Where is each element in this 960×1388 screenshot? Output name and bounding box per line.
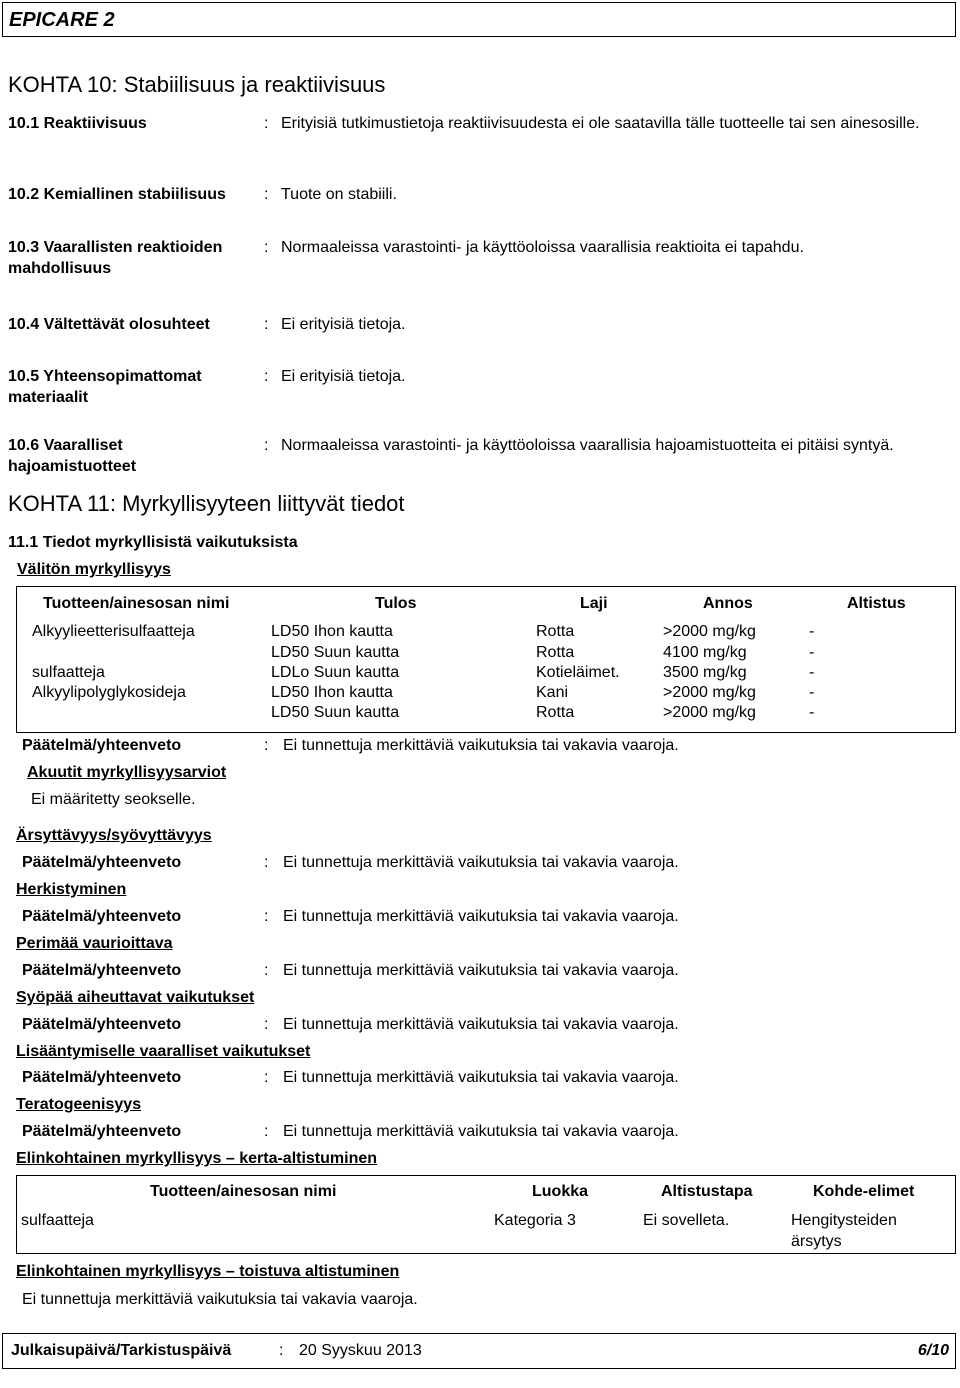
stot-single-heading: Elinkohtainen myrkyllisyys – kerta-altistuminen xyxy=(16,1150,378,1167)
cell-name: Alkyylieetterisulfaatteja xyxy=(32,623,195,640)
label-10-1: 10.1 Reaktiivisuus xyxy=(8,115,147,132)
colon: : xyxy=(264,115,269,132)
col-header-dose: Annos xyxy=(703,595,753,612)
stot-repeated-text: Ei tunnettuja merkittäviä vaikutuksia tai vakavia vaaroja. xyxy=(22,1291,418,1308)
cell-dose: 4100 mg/kg xyxy=(663,644,747,661)
cell-dose: >2000 mg/kg xyxy=(663,623,756,640)
cell-species: Rotta xyxy=(536,623,575,640)
conclusion-text: Ei tunnettuja merkittäviä vaikutuksia tai vakavia vaaroja. xyxy=(283,737,679,754)
colon: : xyxy=(264,437,269,454)
colon: : xyxy=(264,854,269,871)
colon: : xyxy=(264,737,269,754)
col-header-name: Tuotteen/ainesosan nimi xyxy=(43,595,230,612)
cell-result: LD50 Suun kautta xyxy=(271,644,400,661)
conclusion-text: Ei tunnettuja merkittäviä vaikutuksia tai vakavia vaaroja. xyxy=(283,854,679,871)
acute-toxicity-table xyxy=(16,586,956,733)
cell-dose: >2000 mg/kg xyxy=(663,704,756,721)
colon: : xyxy=(264,368,269,385)
effect-heading: Ärsyttävyys/syövyttävyys xyxy=(16,827,212,844)
col-header-species: Laji xyxy=(580,595,608,612)
colon: : xyxy=(264,1069,269,1086)
effect-heading: Syöpää aiheuttavat vaikutukset xyxy=(16,989,255,1006)
label-10-4: 10.4 Vältettävät olosuhteet xyxy=(8,316,210,333)
acute-estimates-text: Ei määritetty seokselle. xyxy=(31,791,196,808)
value-10-4: Ei erityisiä tietoja. xyxy=(281,316,406,333)
value-10-3: Normaaleissa varastointi- ja käyttöoloissa vaarallisia reaktioita ei tapahdu. xyxy=(281,239,804,256)
colon: : xyxy=(264,962,269,979)
conclusion-label: Päätelmä/yhteenveto xyxy=(22,737,182,754)
effect-heading: Teratogeenisyys xyxy=(16,1096,142,1113)
effect-heading: Perimää vaurioittava xyxy=(16,935,173,952)
page-number: 6/10 xyxy=(917,1342,949,1359)
cell-name: Alkyylipolyglykosideja xyxy=(32,684,186,701)
effect-heading: Lisääntymiselle vaaralliset vaikutukset xyxy=(16,1043,311,1060)
conclusion-text: Ei tunnettuja merkittäviä vaikutuksia tai vakavia vaaroja. xyxy=(283,1016,679,1033)
effect-heading: Herkistyminen xyxy=(16,881,127,898)
colon: : xyxy=(264,1123,269,1140)
product-name: EPICARE 2 xyxy=(9,9,115,31)
value-10-1: Erityisiä tutkimustietoja reaktiivisuudesta ei ole saatavilla tälle tuotteelle tai sen ainesosille. xyxy=(281,115,920,132)
cell-exposure: - xyxy=(809,684,815,701)
conclusion-label: Päätelmä/yhteenveto xyxy=(22,854,182,871)
conclusion-label: Päätelmä/yhteenveto xyxy=(22,908,182,925)
colon: : xyxy=(264,1016,269,1033)
colon: : xyxy=(264,186,269,203)
cell-species: Kotieläimet. xyxy=(536,664,620,681)
conclusion-text: Ei tunnettuja merkittäviä vaikutuksia tai vakavia vaaroja. xyxy=(283,908,679,925)
section-11-title: KOHTA 11: Myrkyllisyyteen liittyvät tiedot xyxy=(8,491,405,516)
cell-species: Kani xyxy=(536,684,569,701)
stot-repeated-heading: Elinkohtainen myrkyllisyys – toistuva altistuminen xyxy=(16,1263,400,1280)
colon: : xyxy=(264,316,269,333)
cell-result: LD50 Ihon kautta xyxy=(271,684,393,701)
colon: : xyxy=(264,239,269,256)
issue-date-label: Julkaisupäivä/Tarkistuspäivä xyxy=(11,1342,232,1359)
acute-estimates-heading: Akuutit myrkyllisyysarviot xyxy=(27,764,227,781)
cell-target-organs: Hengitysteiden ärsytys xyxy=(791,1212,897,1250)
col-header-exposure: Altistus xyxy=(847,595,906,612)
label-10-5: 10.5 Yhteensopimattomat materiaalit xyxy=(8,368,202,406)
cell-species: Rotta xyxy=(536,644,575,661)
colon: : xyxy=(264,908,269,925)
value-10-5: Ei erityisiä tietoja. xyxy=(281,368,406,385)
conclusion-label: Päätelmä/yhteenveto xyxy=(22,962,182,979)
value-10-2: Tuote on stabiili. xyxy=(281,186,397,203)
stot-single-table xyxy=(16,1175,956,1254)
acute-toxicity-heading: Välitön myrkyllisyys xyxy=(17,561,171,578)
conclusion-label: Päätelmä/yhteenveto xyxy=(22,1016,182,1033)
cell-exposure: - xyxy=(809,644,815,661)
conclusion-label: Päätelmä/yhteenveto xyxy=(22,1123,182,1140)
cell-result: LD50 Ihon kautta xyxy=(271,623,393,640)
col-header-target-organs: Kohde-elimet xyxy=(813,1183,915,1200)
col-header-category: Luokka xyxy=(532,1183,589,1200)
cell-name: sulfaatteja xyxy=(32,664,105,681)
cell-result: LD50 Suun kautta xyxy=(271,704,400,721)
col-header-result: Tulos xyxy=(375,595,417,612)
cell-exposure: - xyxy=(809,664,815,681)
label-10-2: 10.2 Kemiallinen stabiilisuus xyxy=(8,186,226,203)
label-10-3: 10.3 Vaarallisten reaktioiden mahdollisuus xyxy=(8,239,223,277)
cell-result: LDLo Suun kautta xyxy=(271,664,400,681)
label-10-6: 10.6 Vaaralliset hajoamistuotteet xyxy=(8,437,137,475)
section-11-1-title: 11.1 Tiedot myrkyllisistä vaikutuksista xyxy=(8,534,298,551)
cell-route: Ei sovelleta. xyxy=(643,1212,730,1229)
value-10-6: Normaaleissa varastointi- ja käyttöoloissa vaarallisia hajoamistuotteita ei pitäisi syntyä. xyxy=(281,437,894,454)
conclusion-label: Päätelmä/yhteenveto xyxy=(22,1069,182,1086)
col-header-route: Altistustapa xyxy=(661,1183,753,1200)
conclusion-text: Ei tunnettuja merkittäviä vaikutuksia tai vakavia vaaroja. xyxy=(283,1123,679,1140)
cell-exposure: - xyxy=(809,704,815,721)
cell-category: Kategoria 3 xyxy=(494,1212,576,1229)
cell-species: Rotta xyxy=(536,704,575,721)
col-header-name: Tuotteen/ainesosan nimi xyxy=(150,1183,337,1200)
cell-exposure: - xyxy=(809,623,815,640)
cell-dose: 3500 mg/kg xyxy=(663,664,747,681)
conclusion-text: Ei tunnettuja merkittäviä vaikutuksia tai vakavia vaaroja. xyxy=(283,1069,679,1086)
document-header xyxy=(2,2,956,37)
cell-name: sulfaatteja xyxy=(21,1212,94,1229)
cell-dose: >2000 mg/kg xyxy=(663,684,756,701)
colon: : xyxy=(279,1342,284,1359)
section-10-title: KOHTA 10: Stabiilisuus ja reaktiivisuus xyxy=(8,72,386,97)
document-footer xyxy=(2,1333,956,1369)
issue-date: 20 Syyskuu 2013 xyxy=(299,1342,422,1359)
conclusion-text: Ei tunnettuja merkittäviä vaikutuksia tai vakavia vaaroja. xyxy=(283,962,679,979)
